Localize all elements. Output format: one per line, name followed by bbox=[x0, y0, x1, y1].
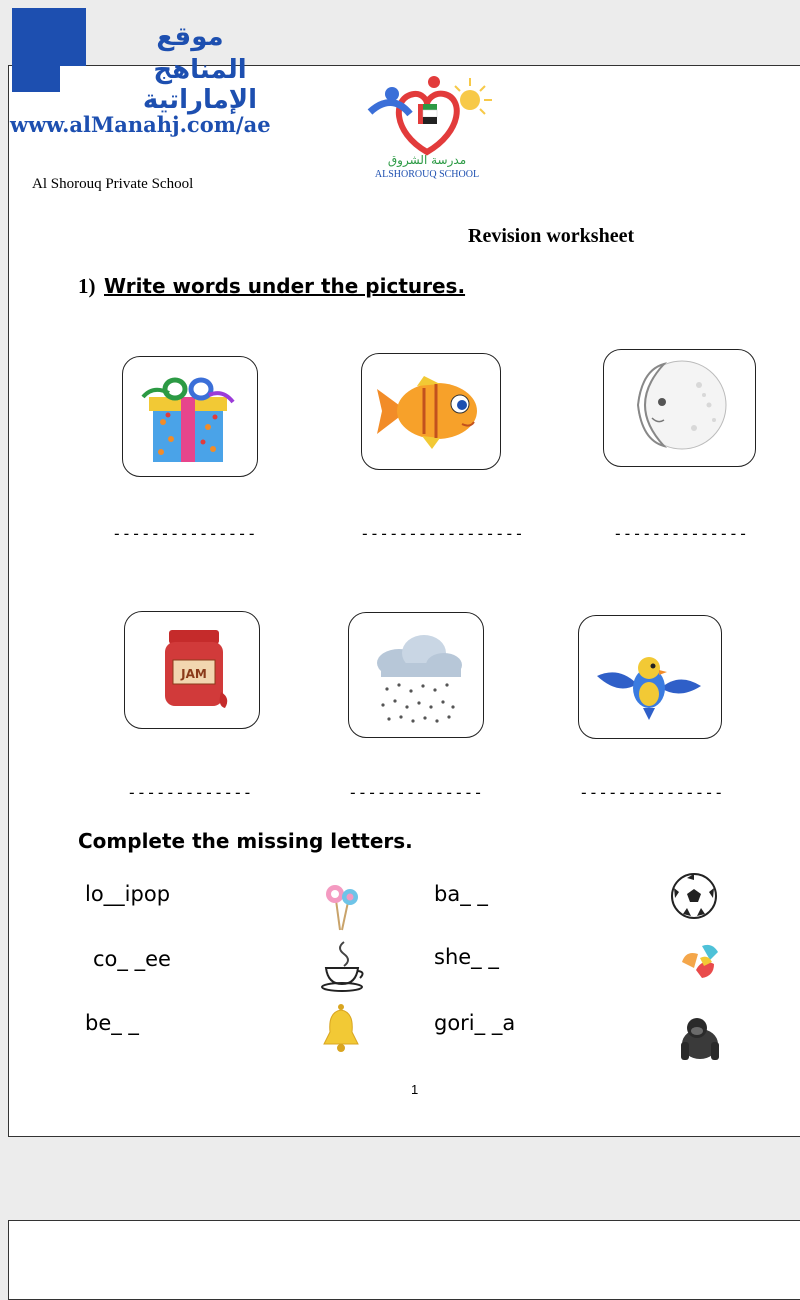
gift-icon bbox=[123, 357, 256, 475]
question-number: 1) bbox=[78, 274, 96, 298]
missing-word-coffee: co_ _ee bbox=[93, 947, 171, 971]
picture-card-bird bbox=[578, 615, 722, 739]
watermark-arabic-line1: موقع bbox=[156, 22, 224, 52]
logo-arabic-name: مدرسة الشروق bbox=[387, 153, 467, 167]
logo-english-name: ALSHOROUQ SCHOOL bbox=[374, 169, 480, 180]
fish-icon bbox=[362, 354, 499, 468]
missing-word-gorilla: gori_ _a bbox=[434, 1011, 516, 1035]
page-gap bbox=[0, 1138, 800, 1220]
answer-line-4[interactable]: ------------- bbox=[127, 783, 253, 802]
answer-line-1[interactable]: --------------- bbox=[112, 524, 257, 543]
gorilla-icon bbox=[675, 1012, 725, 1067]
sun-rays-icon bbox=[455, 78, 492, 114]
picture-card-fish bbox=[361, 353, 501, 470]
missing-word-shell: she_ _ bbox=[434, 945, 499, 969]
picture-card-jam bbox=[124, 611, 260, 729]
answer-line-2[interactable]: ----------------- bbox=[360, 524, 524, 543]
bell-icon bbox=[320, 1002, 360, 1059]
question-instruction: Write words under the pictures. bbox=[104, 274, 466, 298]
answer-line-5[interactable]: -------------- bbox=[348, 783, 483, 802]
lollipop-icon bbox=[322, 880, 362, 937]
missing-word-ball: ba_ _ bbox=[434, 882, 488, 906]
page-number: 1 bbox=[411, 1082, 419, 1097]
worksheet-title: Revision worksheet bbox=[468, 225, 635, 247]
picture-card-gift bbox=[122, 356, 258, 477]
next-page bbox=[8, 1220, 800, 1300]
school-logo bbox=[352, 72, 502, 184]
picture-card-rain bbox=[348, 612, 484, 738]
jam-label: JAM bbox=[181, 667, 207, 681]
viewer-top-bar bbox=[0, 0, 800, 30]
section2-instruction: Complete the missing letters. bbox=[78, 829, 413, 853]
picture-card-moon bbox=[603, 349, 756, 467]
watermark-url: www.alManahj.com/ae bbox=[10, 112, 271, 137]
missing-word-lollipop: lo__ipop bbox=[85, 882, 171, 906]
watermark-logo-square-small bbox=[12, 40, 60, 92]
rain-icon bbox=[349, 613, 482, 736]
answer-line-6[interactable]: --------------- bbox=[579, 783, 724, 802]
moon-icon bbox=[604, 350, 754, 465]
shells-icon bbox=[678, 940, 722, 991]
watermark-arabic-line2: المناهج الإماراتية bbox=[142, 55, 258, 115]
answer-line-3[interactable]: -------------- bbox=[613, 524, 748, 543]
coffee-icon bbox=[316, 938, 368, 997]
bird-icon bbox=[579, 616, 720, 737]
school-name: Al Shorouq Private School bbox=[32, 176, 194, 192]
missing-word-bell: be_ _ bbox=[85, 1011, 139, 1035]
ball-icon bbox=[669, 872, 719, 925]
